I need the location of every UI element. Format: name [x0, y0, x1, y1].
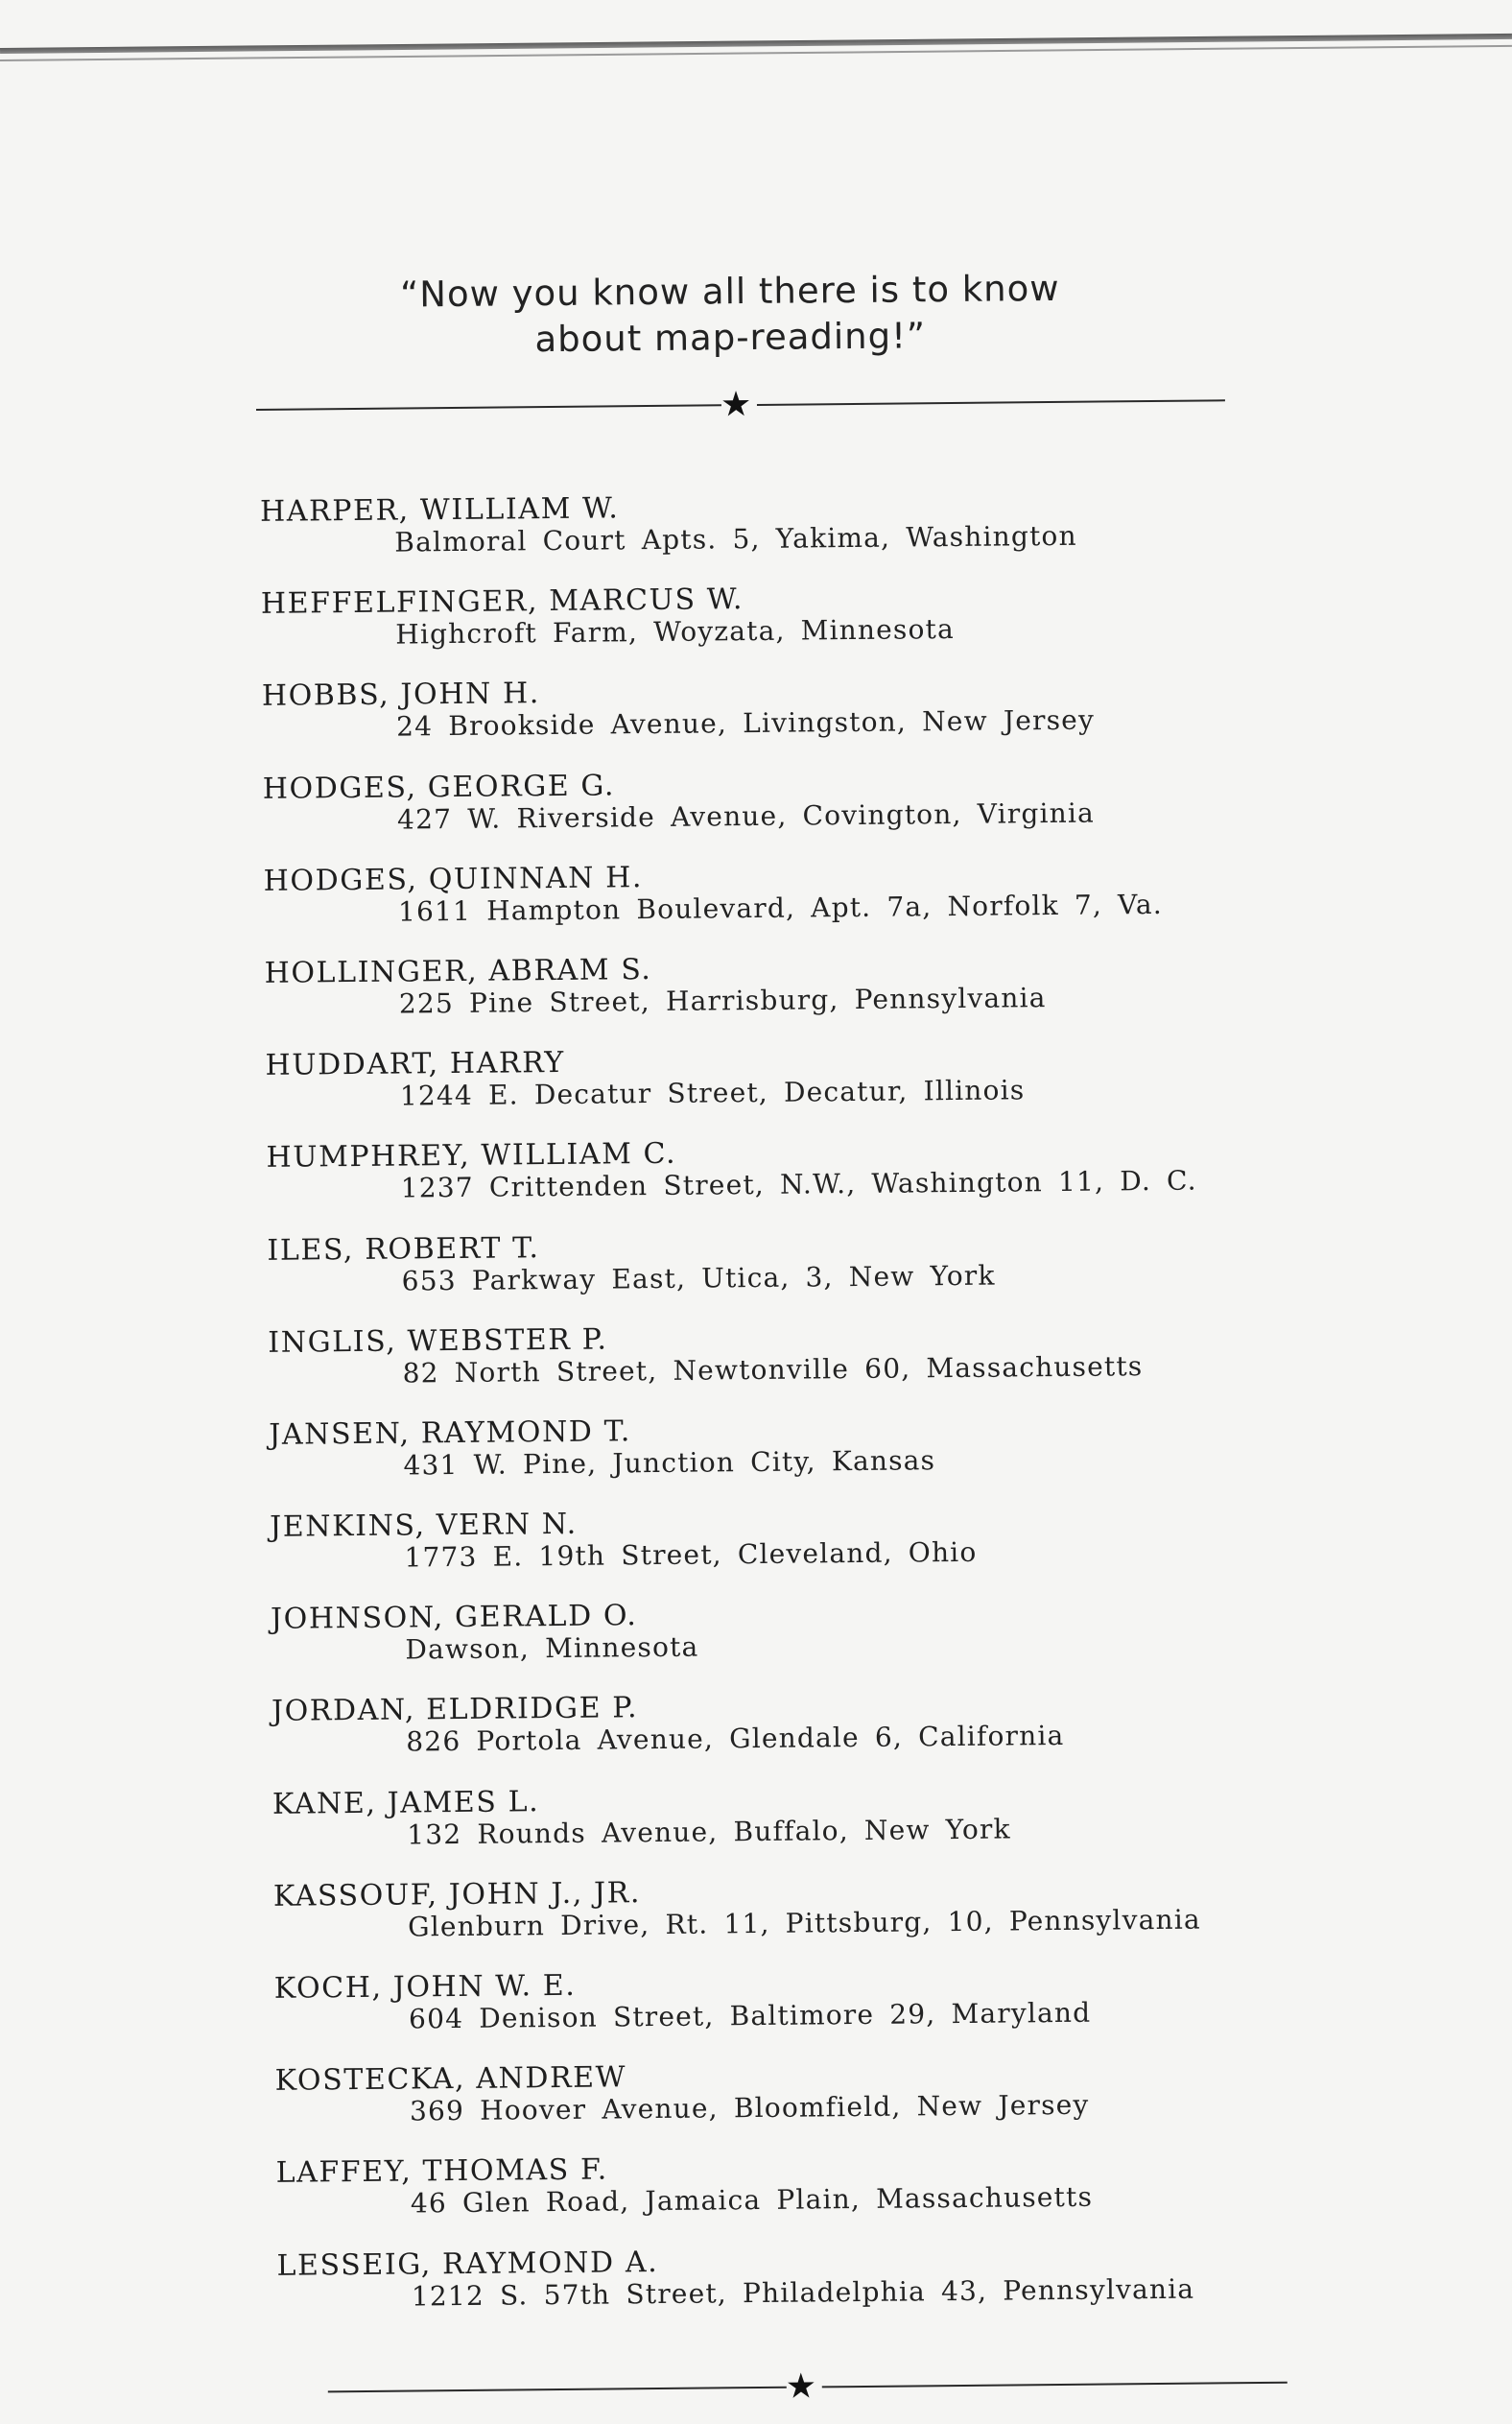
member-address: 24 Brookside Avenue, Livingston, New Jersey: [396, 703, 1096, 743]
member-address: 604 Denison Street, Baltimore 29, Maryland: [408, 1996, 1092, 2035]
top-star-divider: [256, 381, 1225, 429]
member-name: HARPER, WILLIAM W.: [259, 491, 620, 529]
list-item: [273, 1871, 1291, 1973]
list-item: [269, 1410, 1287, 1511]
member-address: 225 Pine Street, Harrisburg, Pennsylvania: [398, 982, 1047, 1020]
member-address: 431 W. Pine, Junction City, Kansas: [403, 1444, 936, 1482]
member-name: KOSTECKA, ANDREW: [274, 2060, 627, 2099]
list-item: [275, 2056, 1293, 2157]
member-name: HUDDART, HARRY: [265, 1046, 565, 1083]
member-address: 427 W. Riverside Avenue, Covington, Virginia: [396, 796, 1096, 836]
member-name: JANSEN, RAYMOND T.: [269, 1414, 632, 1452]
member-name: KANE, JAMES L.: [272, 1784, 540, 1821]
member-address: 1611 Hampton Boulevard, Apt. 7a, Norfolk 7, Va.: [397, 888, 1164, 928]
member-address: Highcroft Farm, Woyzata, Minnesota: [395, 613, 956, 651]
member-address: Balmoral Court Apts. 5, Yakima, Washington: [394, 519, 1077, 558]
list-item: [270, 1502, 1288, 1604]
divider-line-left: [256, 404, 721, 411]
member-name: HODGES, QUINNAN H.: [263, 860, 644, 898]
member-address: 653 Parkway East, Utica, 3, New York: [401, 1259, 996, 1297]
member-address: 1244 E. Decatur Street, Decatur, Illinois: [399, 1074, 1026, 1112]
divider-line-right: [757, 399, 1225, 406]
list-item: [261, 579, 1279, 680]
member-list: [260, 487, 1294, 2342]
caption-line-1: “Now you know all there is to know: [399, 267, 1060, 316]
list-item: [266, 1132, 1284, 1234]
member-name: HODGES, GEORGE G.: [262, 768, 616, 806]
member-address: 82 North Street, Newtonville 60, Massachusetts: [402, 1349, 1144, 1390]
list-item: [260, 487, 1278, 588]
member-address: 132 Rounds Avenue, Buffalo, New York: [407, 1813, 1011, 1851]
list-item: [267, 1224, 1285, 1326]
list-item: [271, 1594, 1288, 1696]
member-name: HOLLINGER, ABRAM S.: [264, 952, 652, 990]
list-item: [262, 671, 1280, 772]
list-item: [274, 1963, 1292, 2065]
member-address: 1237 Crittenden Street, N.W., Washington 11, D. C.: [400, 1164, 1197, 1204]
divider-line-left: [328, 2387, 787, 2393]
star-icon: ★: [720, 385, 752, 425]
member-name: JORDAN, ELDRIDGE P.: [271, 1691, 639, 1729]
member-address: Glenburn Drive, Rt. 11, Pittsburg, 10, Pennsylvania: [408, 1903, 1201, 1943]
member-address: 369 Hoover Avenue, Bloomfield, New Jersey: [409, 2088, 1090, 2127]
member-name: JOHNSON, GERALD O.: [270, 1599, 638, 1637]
list-item: [268, 1317, 1286, 1418]
list-item: [276, 2240, 1294, 2341]
list-item: [275, 2148, 1293, 2249]
member-address: Dawson, Minnesota: [405, 1630, 699, 1666]
divider-line-right: [822, 2382, 1288, 2388]
member-name: KASSOUF, JOHN J., JR.: [272, 1875, 642, 1913]
list-item: [263, 763, 1281, 865]
member-name: LAFFEY, THOMAS F.: [275, 2152, 609, 2191]
list-item: [264, 855, 1282, 957]
member-name: INGLIS, WEBSTER P.: [268, 1322, 608, 1360]
member-name: LESSEIG, RAYMOND A.: [276, 2245, 659, 2283]
caption-line-2: about map-reading!”: [534, 315, 927, 361]
member-name: JENKINS, VERN N.: [269, 1507, 578, 1544]
member-address: 1212 S. 57th Street, Philadelphia 43, Pennsylvania: [411, 2272, 1195, 2313]
member-name: HOBBS, JOHN H.: [261, 677, 541, 714]
caption-quote: [356, 265, 1105, 364]
bottom-star-divider: [328, 2364, 1288, 2412]
list-item: [265, 1040, 1283, 1142]
member-name: KOCH, JOHN W. E.: [273, 1968, 577, 2006]
list-item: [272, 1686, 1289, 1788]
member-name: HUMPHREY, WILLIAM C.: [266, 1137, 677, 1176]
member-name: ILES, ROBERT T.: [267, 1230, 540, 1268]
member-address: 46 Glen Road, Jamaica Plain, Massachusetts: [410, 2181, 1094, 2220]
list-item: [272, 1778, 1290, 1880]
member-address: 826 Portola Avenue, Glendale 6, California: [406, 1720, 1065, 1758]
star-icon: ★: [785, 2366, 817, 2407]
list-item: [264, 948, 1282, 1050]
member-name: HEFFELFINGER, MARCUS W.: [260, 582, 744, 622]
member-address: 1773 E. 19th Street, Cleveland, Ohio: [404, 1535, 978, 1574]
